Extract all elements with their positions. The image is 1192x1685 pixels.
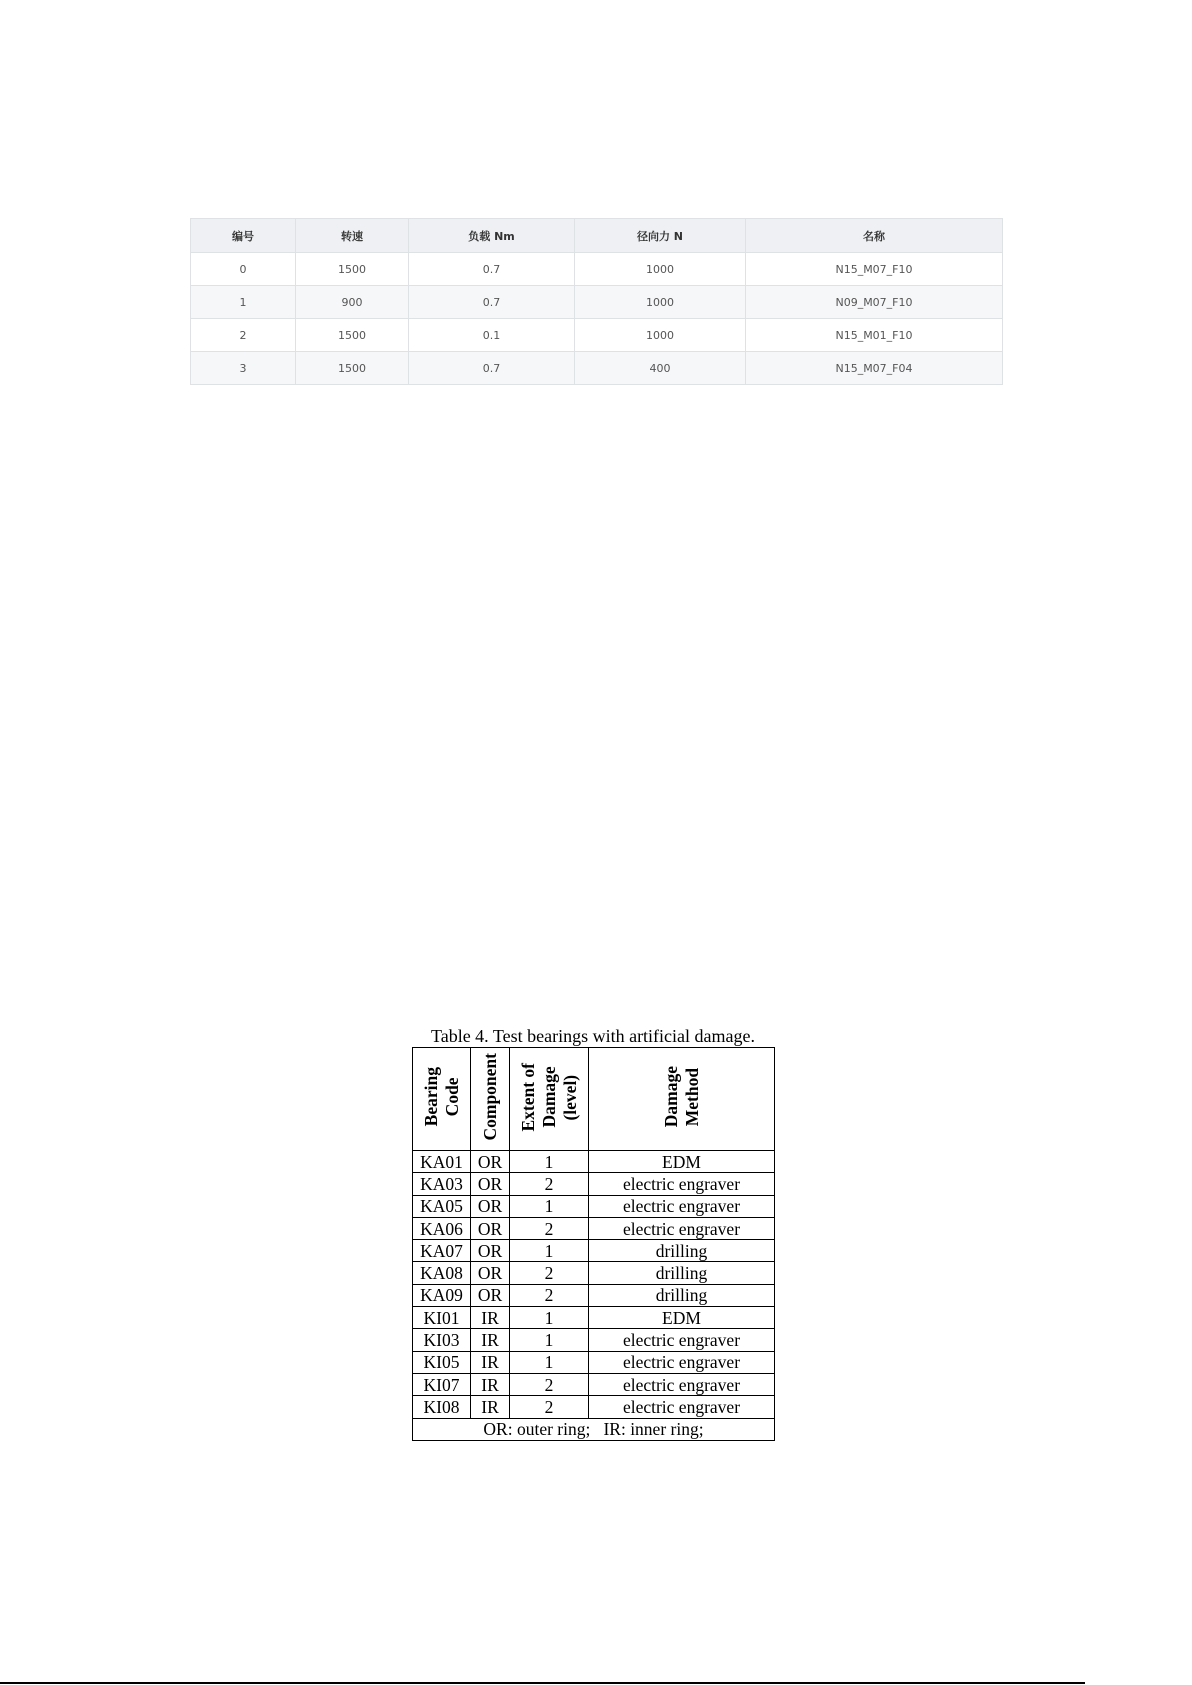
cell-id: 0 [191,253,296,286]
cell-radial-force: 1000 [575,253,746,286]
cell-method: drilling [589,1262,775,1284]
cell-id: 3 [191,352,296,385]
header-component: Component [479,1053,500,1141]
table-row [413,1173,775,1195]
cell-name: N09_M07_F10 [746,286,1003,319]
cell-name: N15_M01_F10 [746,319,1003,352]
cell-extent: 1 [510,1351,589,1373]
cell-component: IR [471,1396,510,1418]
cell-method: electric engraver [589,1396,775,1418]
cell-bearing-code: KI01 [413,1307,471,1329]
table-row [191,286,1003,319]
cell-component: OR [471,1240,510,1262]
page-bottom-rule [0,1682,1085,1684]
table-row [413,1217,775,1239]
cell-extent: 1 [510,1151,589,1173]
cell-load: 0.7 [409,352,575,385]
cell-name: N15_M07_F10 [746,253,1003,286]
cell-extent: 2 [510,1217,589,1239]
cell-method: electric engraver [589,1173,775,1195]
cell-extent: 2 [510,1373,589,1395]
header-load: 负载 Nm [409,219,575,253]
cell-bearing-code: KI03 [413,1329,471,1351]
cell-method: electric engraver [589,1373,775,1395]
cell-bearing-code: KA07 [413,1240,471,1262]
cell-load: 0.1 [409,319,575,352]
cell-bearing-code: KI07 [413,1373,471,1395]
cell-bearing-code: KA01 [413,1151,471,1173]
cell-component: IR [471,1307,510,1329]
cell-id: 1 [191,286,296,319]
cell-bearing-code: KA03 [413,1173,471,1195]
test-bearings-table [412,1047,775,1441]
cell-component: IR [471,1373,510,1395]
cell-component: OR [471,1284,510,1306]
table-row [413,1284,775,1306]
cell-method: electric engraver [589,1351,775,1373]
cell-component: OR [471,1217,510,1239]
cell-method: electric engraver [589,1217,775,1239]
cell-component: OR [471,1195,510,1217]
cell-method: drilling [589,1240,775,1262]
cell-load: 0.7 [409,253,575,286]
table-row [413,1307,775,1329]
table-row [413,1151,775,1173]
cell-method: EDM [589,1151,775,1173]
cell-speed: 1500 [296,253,409,286]
header-extent-of-damage: Extent of Damage (level) [517,1062,580,1132]
cell-bearing-code: KA05 [413,1195,471,1217]
table-row [413,1396,775,1418]
cell-id: 2 [191,319,296,352]
table-row [413,1329,775,1351]
cell-extent: 1 [510,1195,589,1217]
header-speed: 转速 [296,219,409,253]
table-footnote: OR: outer ring; IR: inner ring; [413,1418,775,1440]
cell-extent: 2 [510,1396,589,1418]
cell-method: drilling [589,1284,775,1306]
cell-radial-force: 1000 [575,286,746,319]
table-header-row [413,1048,775,1151]
cell-component: IR [471,1351,510,1373]
footnote-row [413,1418,775,1440]
cell-speed: 1500 [296,319,409,352]
cell-extent: 2 [510,1284,589,1306]
cell-method: electric engraver [589,1329,775,1351]
cell-extent: 2 [510,1262,589,1284]
cell-name: N15_M07_F04 [746,352,1003,385]
table-row [413,1351,775,1373]
table-row [413,1262,775,1284]
table-row [191,253,1003,286]
table-header-row [191,219,1003,253]
header-damage-method: Damage Method [660,1066,702,1128]
cell-component: OR [471,1262,510,1284]
header-id: 编号 [191,219,296,253]
cell-extent: 1 [510,1307,589,1329]
cell-radial-force: 1000 [575,319,746,352]
table-caption: Table 4. Test bearings with artificial damage. [430,1026,756,1046]
table-row [413,1373,775,1395]
cell-bearing-code: KI05 [413,1351,471,1373]
table-row [413,1240,775,1262]
cell-load: 0.7 [409,286,575,319]
header-bearing-code: Bearing Code [420,1067,462,1127]
cell-bearing-code: KA08 [413,1262,471,1284]
cell-speed: 900 [296,286,409,319]
cell-extent: 1 [510,1240,589,1262]
operating-conditions-table [190,218,1003,385]
table-row [191,352,1003,385]
cell-speed: 1500 [296,352,409,385]
cell-method: EDM [589,1307,775,1329]
table-row [191,319,1003,352]
cell-radial-force: 400 [575,352,746,385]
table-row [413,1195,775,1217]
cell-bearing-code: KA09 [413,1284,471,1306]
cell-bearing-code: KA06 [413,1217,471,1239]
header-name: 名称 [746,219,1003,253]
header-radial-force: 径向力 N [575,219,746,253]
cell-bearing-code: KI08 [413,1396,471,1418]
cell-component: OR [471,1173,510,1195]
cell-component: OR [471,1151,510,1173]
cell-component: IR [471,1329,510,1351]
cell-method: electric engraver [589,1195,775,1217]
cell-extent: 1 [510,1329,589,1351]
cell-extent: 2 [510,1173,589,1195]
